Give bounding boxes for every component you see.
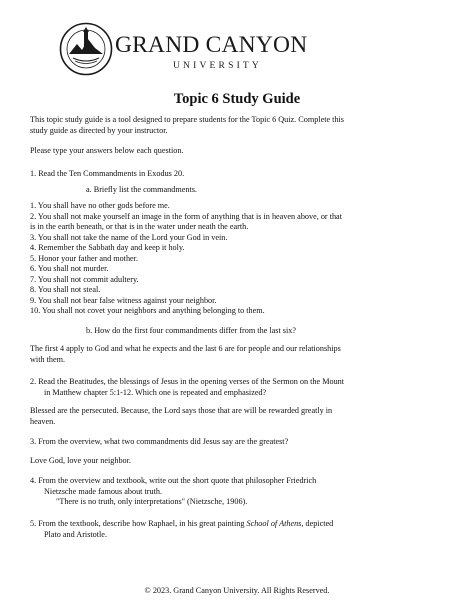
- brand-subtitle: UNIVERSITY: [173, 61, 262, 71]
- q2-answer-line-2: heaven.: [30, 416, 56, 426]
- intro-line-1: This topic study guide is a tool designed to prepare students for the Topic 6 Quiz. Complete this: [30, 115, 344, 124]
- commandment-5: 5. Honor your father and mother.: [30, 253, 138, 263]
- intro-line-2: study guide as directed by your instructor.: [30, 125, 168, 135]
- commandment-6: 6. You shall not murder.: [30, 264, 109, 273]
- commandment-4: 4. Remember the Sabbath day and keep it holy.: [30, 243, 185, 252]
- q3-answer: Love God, love your neighbor.: [30, 456, 131, 465]
- q5-painting-title: School of Athens: [246, 519, 302, 528]
- q5-prompt-line-1: [30, 519, 333, 529]
- q1-prompt: 1. Read the Ten Commandments in Exodus 20.: [30, 169, 185, 178]
- q5-prompt-post: , depicted: [301, 519, 334, 528]
- q2-answer-line-1: Blessed are the persecuted. Because, the Lord says those that are will be rewarded greatly in: [30, 406, 333, 415]
- q5-prompt-pre: 5. From the textbook, describe how Raphael, in his great painting: [30, 519, 247, 528]
- q4-prompt-line-2: Nietzsche made famous about truth.: [44, 486, 162, 496]
- q1-sub-a: a. Briefly list the commandments.: [86, 185, 197, 194]
- commandment-2-cont: is in the earth beneath, or that is in the water under neath the earth.: [30, 222, 249, 231]
- q4-prompt-line-1: 4. From the overview and textbook, write out the short quote that philosopher Friedrich: [30, 476, 317, 485]
- q5-prompt-line-2: Plato and Aristotle.: [44, 529, 107, 539]
- commandment-7: 7. You shall not commit adultery.: [30, 274, 139, 284]
- instruction-text: Please type your answers below each question.: [30, 146, 184, 155]
- q2-prompt-line-1: 2. Read the Beatitudes, the blessings of Jesus in the opening verses of the Sermon on the Mount: [30, 377, 345, 386]
- commandment-10: 10. You shall not covet your neighbors and anything belonging to them.: [30, 306, 265, 315]
- commandment-1: 1. You shall have no other gods before me.: [30, 201, 170, 210]
- university-seal-icon: [59, 22, 113, 76]
- commandment-8: 8. You shall not steal.: [30, 285, 101, 294]
- commandment-3: 3. You shall not take the name of the Lord your God in vein.: [30, 232, 228, 242]
- q1-answer-b-line-2: with them.: [30, 354, 66, 364]
- q1-answer-b-line-1: The first 4 apply to God and what he expects and the last 6 are for people and our relationships: [30, 344, 341, 353]
- page-title: Topic 6 Study Guide: [173, 91, 301, 107]
- university-logo: [59, 22, 308, 78]
- q3-prompt: 3. From the overview, what two commandments did Jesus say are the greatest?: [30, 437, 289, 446]
- copyright-footer: © 2023. Grand Canyon University. All Rights Reserved.: [144, 586, 330, 595]
- commandment-2: 2. You shall not make yourself an image in the form of anything that is in heaven above, or that: [30, 211, 342, 221]
- q4-answer: "There is no truth, only interpretations" (Nietzsche, 1906).: [56, 497, 248, 506]
- commandment-9: 9. You shall not bear false witness against your neighbor.: [30, 295, 217, 305]
- q2-prompt-line-2: in Matthew chapter 5:1-12. Which one is repeated and emphasized?: [44, 387, 267, 397]
- q1-sub-b: b. How do the first four commandments differ from the last six?: [86, 326, 296, 335]
- brand-name: GRAND CANYON: [115, 32, 308, 58]
